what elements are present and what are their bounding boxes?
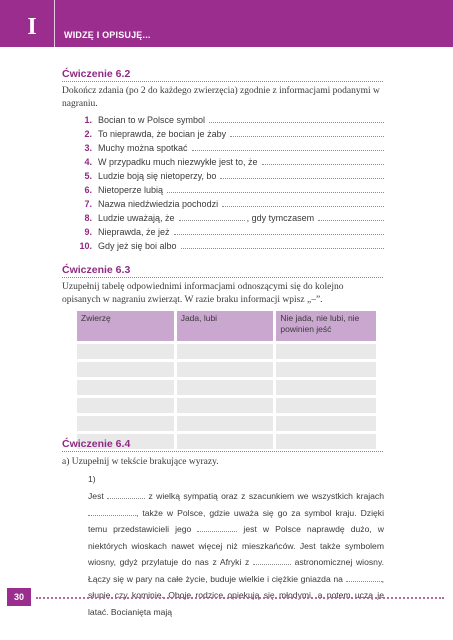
cloze-blank[interactable] <box>107 490 145 499</box>
exercise-6-2-rule <box>62 81 383 82</box>
exercise-6-3-title: Ćwiczenie 6.3 <box>62 264 131 276</box>
cloze-text: Jest <box>88 491 104 501</box>
answer-line[interactable] <box>220 170 384 179</box>
table-cell[interactable] <box>177 416 274 431</box>
sentence-item-5 <box>74 170 384 184</box>
exercise-6-2-instruction: Dokończ zdania (po 2 do każdego zwierzęcia) zgodnie z informacjami podanymi w nagraniu. <box>62 86 380 109</box>
table-row <box>77 362 376 377</box>
chapter-title: WIDZĘ I OPISUJĘ... <box>64 30 151 40</box>
table-cell[interactable] <box>276 434 376 449</box>
sentence-item-3 <box>74 142 384 156</box>
table-header-row <box>77 311 376 341</box>
table-cell[interactable] <box>177 380 274 395</box>
header-divider <box>54 0 55 47</box>
item-number: 5. <box>84 171 92 181</box>
exercise-6-4-title: Ćwiczenie 6.4 <box>62 438 131 450</box>
table-cell[interactable] <box>177 398 274 413</box>
table-row <box>77 416 376 431</box>
column-header-does-not-eat: Nie jada, nie lubi, nie powinien jeść <box>276 311 376 341</box>
page-number: 30 <box>7 588 31 606</box>
item-text-middle: , gdy tymczasem <box>246 213 315 223</box>
text-number: 1) <box>88 474 96 484</box>
item-text: Bocian to w Polsce symbol <box>98 115 206 125</box>
sentence-item-4 <box>74 156 384 170</box>
cloze-text: jest w Polsce naprawdę dużo, w niektórych wioskach nawet więcej niż mieszkańców. Jest także symbolem wiosny, gdyż przylatuje do nas z Afryki z <box>88 524 384 567</box>
cloze-text: astronomicznej wiosny. Łączy się w pary na całe życie, buduje wielkie i ciężkie gniazda na <box>88 557 384 584</box>
table-row <box>77 398 376 413</box>
sentence-item-10 <box>74 240 384 254</box>
cloze-text: z wielką sympatią oraz z szacunkiem we wszystkich krajach <box>148 491 385 501</box>
exercise-6-4-rule <box>62 451 383 452</box>
answer-line[interactable] <box>167 184 384 193</box>
item-number: 6. <box>84 185 92 195</box>
chapter-number: I <box>27 14 37 40</box>
item-number: 8. <box>84 213 92 223</box>
cloze-text: , słupie czy kominie. Oboje rodzice opiekują się młodymi, a potem uczą je latać. Bocianięta mają <box>88 573 384 617</box>
exercise-6-4-subtask: a) Uzupełnij w tekście brakujące wyrazy. <box>62 457 219 467</box>
table-cell[interactable] <box>77 398 174 413</box>
cloze-blank[interactable] <box>346 573 382 582</box>
item-text: Muchy można spotkać <box>98 143 188 153</box>
exercise-6-2-title: Ćwiczenie 6.2 <box>62 68 131 80</box>
item-text: To nieprawda, że bocian je żaby <box>98 129 227 139</box>
answer-line[interactable] <box>192 142 384 151</box>
table-cell[interactable] <box>276 344 376 359</box>
table-cell[interactable] <box>177 362 274 377</box>
table-cell[interactable] <box>77 416 174 431</box>
footer-dotted-line <box>36 597 444 599</box>
item-number: 9. <box>84 227 92 237</box>
item-text: Nieprawda, że jeż <box>98 227 170 237</box>
item-text: Ludzie uważają, że <box>98 213 175 223</box>
table-cell[interactable] <box>276 398 376 413</box>
sentence-item-9 <box>74 226 384 240</box>
sentence-item-8 <box>74 212 384 226</box>
item-number: 10. <box>79 241 92 251</box>
sentence-item-7 <box>74 198 384 212</box>
table-cell[interactable] <box>276 362 376 377</box>
exercise-6-3-instruction: Uzupełnij tabelę odpowiednimi informacjami odnoszącymi się do kolejno opisanych w nagraniu zwierząt. W razie braku informacji wpisz „–”. <box>62 282 344 305</box>
answer-line[interactable] <box>230 128 384 137</box>
exercise-6-3-rule <box>62 277 383 278</box>
answer-line[interactable] <box>209 114 384 123</box>
table-cell[interactable] <box>177 434 274 449</box>
answer-line[interactable] <box>318 212 384 221</box>
answer-line[interactable] <box>174 226 384 235</box>
animals-table <box>74 308 379 452</box>
table-cell[interactable] <box>77 362 174 377</box>
table-row <box>77 380 376 395</box>
item-number: 2. <box>84 129 92 139</box>
item-text: Nietoperze lubią <box>98 185 164 195</box>
answer-line[interactable] <box>179 212 245 221</box>
chapter-header <box>0 0 453 47</box>
table-cell[interactable] <box>276 380 376 395</box>
item-text: Ludzie boją się nietoperzy, bo <box>98 171 217 181</box>
sentence-item-2 <box>74 128 384 142</box>
column-header-animal: Zwierzę <box>77 311 174 341</box>
column-header-eats: Jada, lubi <box>177 311 274 341</box>
answer-line[interactable] <box>181 240 384 249</box>
table-cell[interactable] <box>276 416 376 431</box>
cloze-blank[interactable] <box>88 507 136 516</box>
table-row <box>77 344 376 359</box>
cloze-text: , także w Polsce, gdzie uważa się go za symbol kraju. Dzięki temu przedstawicieli jego <box>88 507 384 534</box>
cloze-blank[interactable] <box>253 556 291 565</box>
table-cell[interactable] <box>77 380 174 395</box>
answer-line[interactable] <box>262 156 384 165</box>
sentence-item-6 <box>74 184 384 198</box>
answer-line[interactable] <box>222 198 384 207</box>
item-text: Nazwa niedźwiedzia pochodzi <box>98 199 219 209</box>
item-text: W przypadku much niezwykłe jest to, że <box>98 157 258 167</box>
item-number: 1. <box>84 115 92 125</box>
sentence-item-1 <box>74 114 384 128</box>
item-number: 4. <box>84 157 92 167</box>
item-number: 7. <box>84 199 92 209</box>
item-text: Gdy jeż się boi albo <box>98 241 177 251</box>
cloze-paragraph <box>88 488 384 620</box>
cloze-blank[interactable] <box>197 523 237 532</box>
table-cell[interactable] <box>177 344 274 359</box>
item-number: 3. <box>84 143 92 153</box>
table-cell[interactable] <box>77 344 174 359</box>
